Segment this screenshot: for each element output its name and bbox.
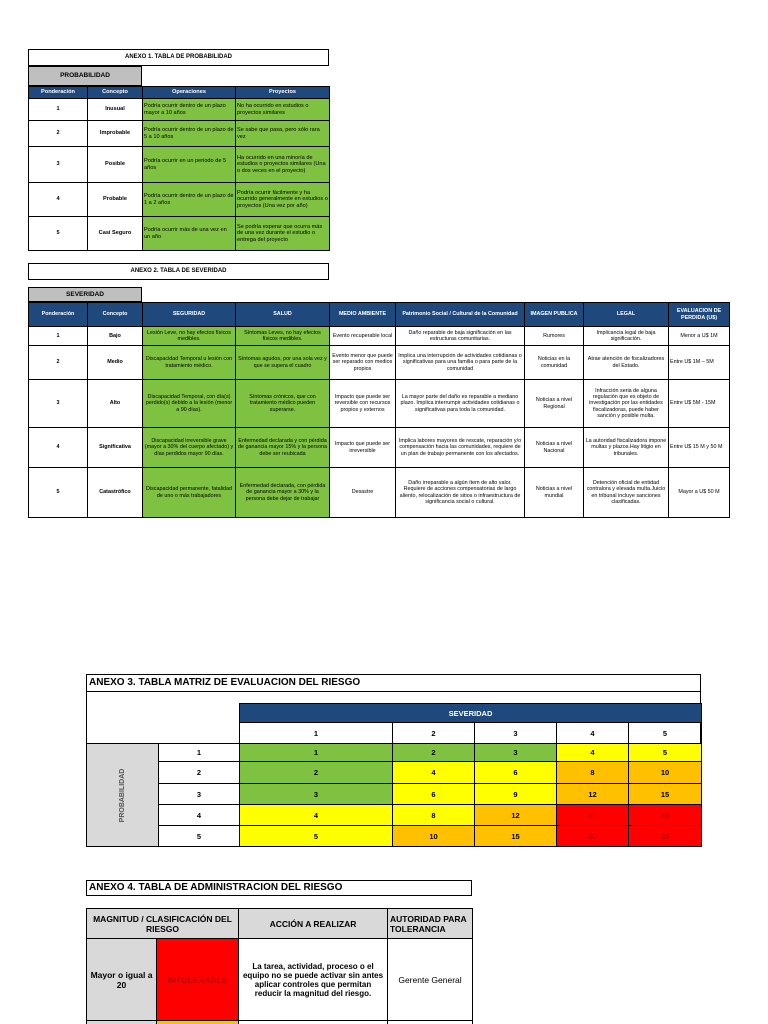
risk-cell: 4 [240, 805, 393, 826]
salud-cell: Enfermedad declarada y con pérdida de ganancia mayor 15% y la persona debe ser reubicada [236, 428, 330, 468]
anexo1-title: ANEXO 1. TABLA DE PROBABILIDAD [28, 49, 329, 66]
proyectos-cell: Podría ocurrir fácilmente y ha ocurrido generalmente en estudios o proyectos (Una vez por año) [236, 183, 330, 217]
table-row [29, 147, 330, 183]
risk-cell: 3 [240, 784, 393, 805]
risk-cell: 15 [475, 826, 557, 847]
anexo4-title: ANEXO 4. TABLA DE ADMINISTRACION DEL RIESGO [86, 880, 472, 896]
legal-cell: Detención oficial de entidad contralora y elevada multa.Juicio en tribunal incluye sanciones clasificadas. [584, 468, 669, 518]
col-operaciones: Operaciones [143, 87, 236, 99]
table-row [87, 939, 473, 1021]
col-accion: ACCIÓN A REALIZAR [239, 909, 388, 939]
proyectos-cell: Se podría esperar que ocurra más de una vez durante el estudio o entrega del proyecto [236, 217, 330, 251]
seguridad-cell: Discapacidad Temporal, con día(s) perdido(s) debido a la lesión (menor a 90 días). [143, 380, 236, 428]
table-row [29, 346, 730, 380]
probabilidad-row-5: 5 [159, 826, 240, 847]
col-magnitud: MAGNITUD / CLASIFICACIÓN DEL RIESGO [87, 909, 239, 939]
col-imagen-publica: IMAGEN PUBLICA [525, 303, 584, 327]
patrimonio-cell: La mayor parte del daño es reparable a mediano plazo. Implica interrumpir actividades cotidianas o significativas para toda la comunidad. [396, 380, 525, 428]
medio-ambiente-cell: Evento recuperable local [330, 327, 396, 346]
risk-cell: 2 [393, 744, 475, 762]
risk-cell: 15 [629, 784, 702, 805]
risk-cell: 12 [475, 805, 557, 826]
seguridad-cell: Discapacidad irreversible grave (mayor a 30% del cuerpo afectado) y días perdidos mayor 90 días. [143, 428, 236, 468]
anexo2-title: ANEXO 2. TABLA DE SEVERIDAD [28, 263, 329, 280]
risk-cell: 10 [629, 762, 702, 784]
evaluacion-cell: Entre U$ 15 M y 50 M [669, 428, 730, 468]
probabilidad-axis [87, 744, 159, 847]
operaciones-cell: Podría ocurrir dentro de un plazo mayor a 10 años [143, 99, 236, 121]
col-concepto: Concepto [88, 303, 143, 327]
risk-cell: 4 [393, 762, 475, 784]
anexo4-table [86, 908, 473, 1024]
imagen-publica-cell: Rumores [525, 327, 584, 346]
magnitud-cell: Mayor o igual a 20 [87, 939, 157, 1021]
concepto-cell: Posible [88, 147, 143, 183]
legal-cell: Implicancia legal de baja significación. [584, 327, 669, 346]
operaciones-cell: Podría ocurrir dentro de un plazo de 1 a 2 años [143, 183, 236, 217]
ponderacion-cell: 3 [29, 147, 88, 183]
table-row [29, 380, 730, 428]
concepto-cell: Bajo [88, 327, 143, 346]
severidad-col-1: 1 [240, 723, 393, 744]
ponderacion-cell: 2 [29, 346, 88, 380]
concepto-cell: Casi Seguro [88, 217, 143, 251]
anexo3-matrix [86, 703, 702, 847]
col-ponderacion: Ponderación [29, 87, 88, 99]
ponderacion-cell: 4 [29, 183, 88, 217]
anexo1-table [28, 86, 330, 251]
severidad-col-5: 5 [629, 723, 702, 744]
concepto-cell: Medio [88, 346, 143, 380]
ponderacion-cell: 1 [29, 327, 88, 346]
col-concepto: Concepto [88, 87, 143, 99]
probabilidad-label: PROBABILIDAD [119, 768, 126, 822]
patrimonio-cell: Daño irreparable a algún ítem de alto valor. Requiere de acciones compensatorias de largo aliento, relocalización de sitios o infraestructura de significancia social o cultural. [396, 468, 525, 518]
probabilidad-row-3: 3 [159, 784, 240, 805]
salud-cell: Síntomas crónicos, que con tratamiento médico pueden superarse. [236, 380, 330, 428]
table-row [29, 327, 730, 346]
proyectos-cell: Ha ocurrido en una minoría de estudios o proyectos similares (Una o dos veces en el proyecto) [236, 147, 330, 183]
proyectos-cell: Se sabe que pasa, pero sólo rara vez [236, 121, 330, 147]
severidad-col-4: 4 [557, 723, 629, 744]
imagen-publica-cell: Noticias a nivel mundial [525, 468, 584, 518]
risk-cell: 5 [629, 744, 702, 762]
evaluacion-cell: Mayor a U$ 50 M [669, 468, 730, 518]
medio-ambiente-cell: Impacto que puede ser reversible con recursos propios y externos [330, 380, 396, 428]
ponderacion-cell: 3 [29, 380, 88, 428]
risk-cell: 20 [629, 805, 702, 826]
ponderacion-cell: 2 [29, 121, 88, 147]
salud-cell: Síntomas agudos, por una sola vez y que se supera el cuadro [236, 346, 330, 380]
concepto-cell: Inusual [88, 99, 143, 121]
legal-cell: Infracción seria de alguna regulación que es objeto de investigación por las entidades fiscalizadoras, puede haber sanción y posible multa. [584, 380, 669, 428]
risk-cell: 5 [240, 826, 393, 847]
concepto-cell: Alto [88, 380, 143, 428]
probabilidad-row-4: 4 [159, 805, 240, 826]
anexo2-severidad-header: SEVERIDAD [28, 287, 142, 302]
imagen-publica-cell: Noticias a nivel Regional [525, 380, 584, 428]
concepto-cell: Improbable [88, 121, 143, 147]
autoridad-cell: Gerente General [388, 939, 473, 1021]
imagen-publica-cell: Noticias a nivel Nacional [525, 428, 584, 468]
col-seguridad: SEGURIDAD [143, 303, 236, 327]
table-row [29, 468, 730, 518]
table-row [29, 217, 330, 251]
imagen-publica-cell: Noticias en la comunidad [525, 346, 584, 380]
severidad-col-3: 3 [475, 723, 557, 744]
risk-cell: 25 [629, 826, 702, 847]
risk-cell: 2 [240, 762, 393, 784]
evaluacion-cell: Menor a U$ 1M [669, 327, 730, 346]
table-row [29, 183, 330, 217]
legal-cell: La autoridad fiscalizadora impone multas y plazos.Hay litigio en tribunales. [584, 428, 669, 468]
evaluacion-cell: Entre U$ 1M – 5M [669, 346, 730, 380]
operaciones-cell: Podría ocurrir más de una vez en un año [143, 217, 236, 251]
salud-cell: Síntomas Leves, no hay efectos físicos medibles. [236, 327, 330, 346]
medio-ambiente-cell: Impacto que puede ser irreversible [330, 428, 396, 468]
concepto-cell: Catastrófico [88, 468, 143, 518]
col-legal: LEGAL [584, 303, 669, 327]
operaciones-cell: Podría ocurrir en un periodo de 5 años [143, 147, 236, 183]
probabilidad-row-1: 1 [159, 744, 240, 762]
risk-cell: 1 [240, 744, 393, 762]
risk-cell: 10 [393, 826, 475, 847]
proyectos-cell: No ha ocurrido en estudios o proyectos similares [236, 99, 330, 121]
col-proyectos: Proyectos [236, 87, 330, 99]
anexo2-table [28, 302, 730, 518]
risk-cell: 8 [393, 805, 475, 826]
accion-cell: La tarea, actividad, proceso o el equipo no se puede activar sin antes aplicar controles que permitan reducir la magnitud del riesgo. [239, 939, 388, 1021]
severidad-col-2: 2 [393, 723, 475, 744]
ponderacion-cell: 1 [29, 99, 88, 121]
table-row [29, 99, 330, 121]
col-salud: SALUD [236, 303, 330, 327]
table-row [29, 121, 330, 147]
ponderacion-cell: 4 [29, 428, 88, 468]
risk-cell: 9 [475, 784, 557, 805]
medio-ambiente-cell: Evento menor que puede ser reparado con medios propios [330, 346, 396, 380]
table-row [29, 428, 730, 468]
col-ponderacion: Ponderación [29, 303, 88, 327]
anexo1-probabilidad-header: PROBABILIDAD [28, 66, 142, 86]
col-patrimonio: Patrimonio Social / Cultural de la Comunidad [396, 303, 525, 327]
concepto-cell: Significativa [88, 428, 143, 468]
medio-ambiente-cell: Desastre [330, 468, 396, 518]
evaluacion-cell: Entre U$ 5M - 15M [669, 380, 730, 428]
risk-cell: 3 [475, 744, 557, 762]
legal-cell: Atrae atención de fiscalizadores del Estado. [584, 346, 669, 380]
patrimonio-cell: Implica una interrupción de actividades cotidianas o significativas para una familia o para parte de la comunidad [396, 346, 525, 380]
risk-cell: 4 [557, 744, 629, 762]
ponderacion-cell: 5 [29, 217, 88, 251]
patrimonio-cell: Daño reparable de baja significación en las estructuras comunitarias. [396, 327, 525, 346]
seguridad-cell: Discapacidad permanente, fatalidad de uno o más trabajadores [143, 468, 236, 518]
risk-cell: 8 [557, 762, 629, 784]
seguridad-cell: Discapacidad Temporal u lesión con tratamiento médico. [143, 346, 236, 380]
col-autoridad: AUTORIDAD PARA TOLERANCIA [388, 909, 473, 939]
risk-cell: 6 [393, 784, 475, 805]
col-medio-ambiente: MEDIO AMBIENTE [330, 303, 396, 327]
risk-cell: 20 [557, 826, 629, 847]
probabilidad-row-2: 2 [159, 762, 240, 784]
clasificacion-cell: INTOLERABLE [157, 939, 239, 1021]
risk-cell: 16 [557, 805, 629, 826]
anexo3-title: ANEXO 3. TABLA MATRIZ DE EVALUACION DEL RIESGO [86, 674, 701, 692]
salud-cell: Enfermedad declarada, con pérdida de ganancia mayor a 30% y la persona debe dejar de trabajar [236, 468, 330, 518]
concepto-cell: Probable [88, 183, 143, 217]
risk-cell: 12 [557, 784, 629, 805]
ponderacion-cell: 5 [29, 468, 88, 518]
operaciones-cell: Podría ocurrir dentro de un plazo de 5 a 10 años [143, 121, 236, 147]
patrimonio-cell: Implica labores mayores de rescate, reparación y/o compensación hacia las comunidades, requiere de un plan de trabajo permanente con los afectados. [396, 428, 525, 468]
severidad-header: SEVERIDAD [240, 704, 702, 723]
col-evaluacion-perdida: EVALUACION DE PERDIDA (U$) [669, 303, 730, 327]
seguridad-cell: Lesión Leve, no hay efectos físicos medibles. [143, 327, 236, 346]
risk-cell: 6 [475, 762, 557, 784]
